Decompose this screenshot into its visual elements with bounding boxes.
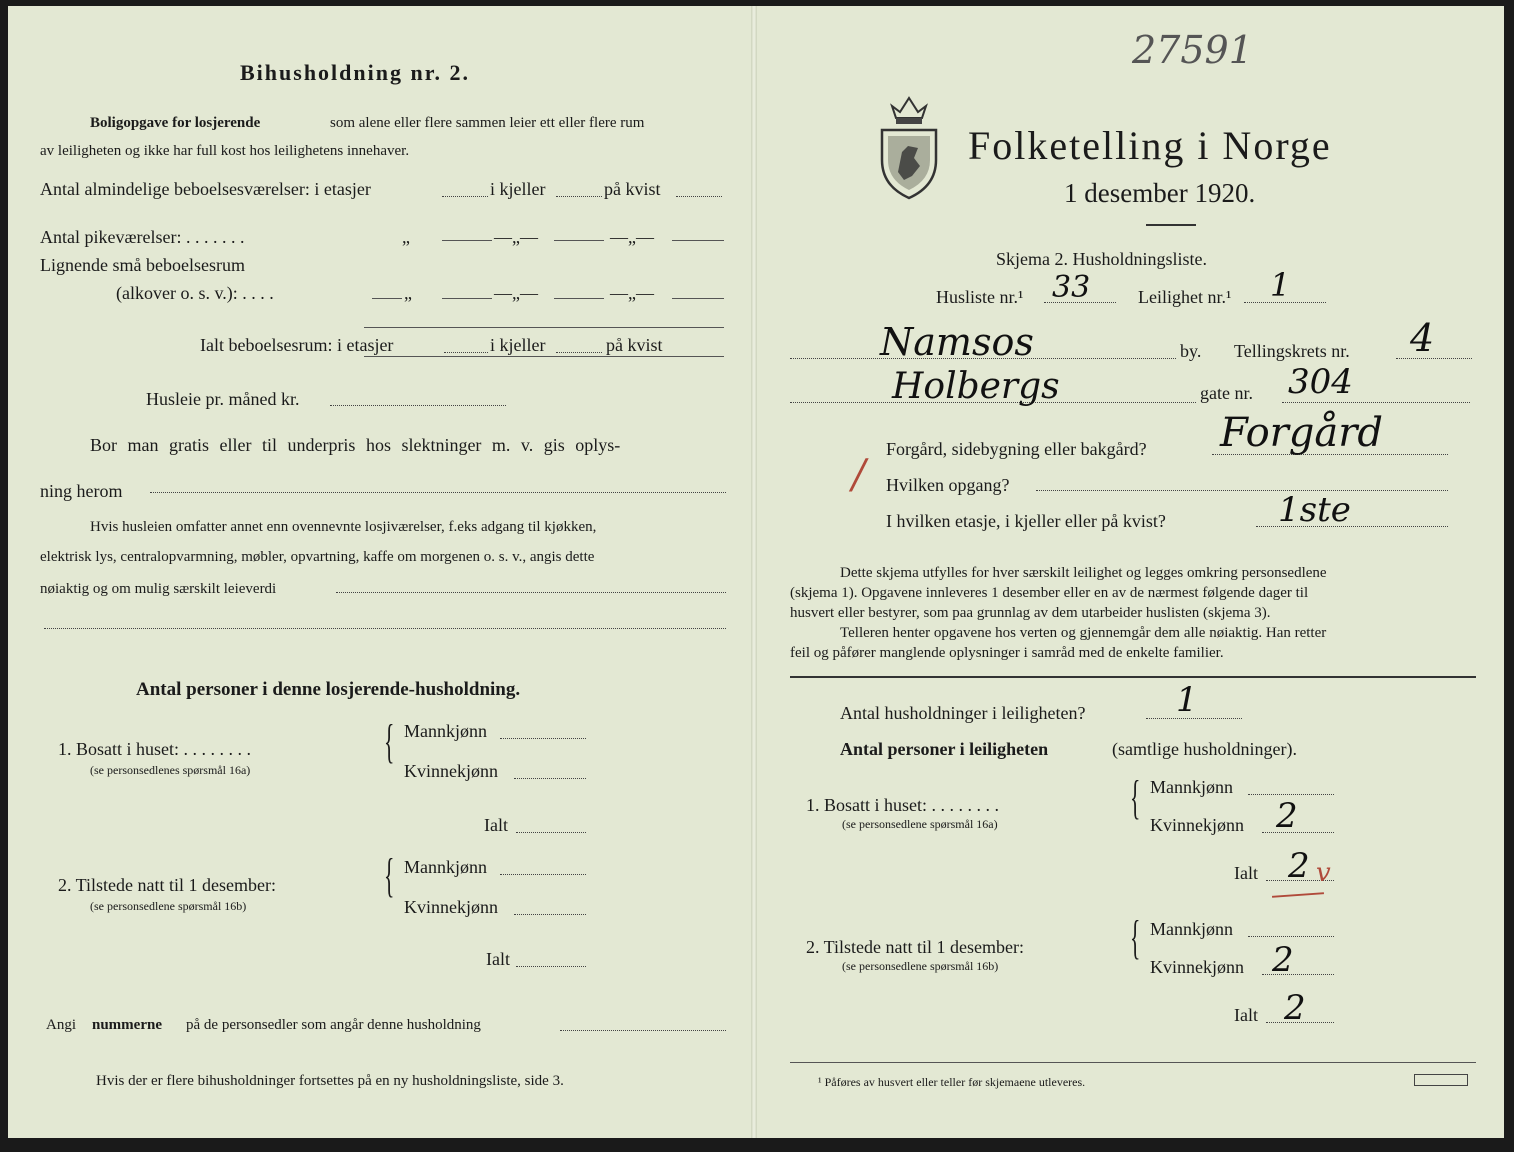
krets-label: Tellingskrets nr. <box>1234 341 1350 361</box>
hvis-text-3: nøiaktig og om mulig særskilt leieverdi <box>40 581 277 597</box>
left-q1-mann-label: Mannkjønn <box>404 721 487 741</box>
label-paa-kvist: på kvist <box>604 179 661 199</box>
footnote-text: ¹ Påføres av husvert eller teller før skjemaene utleveres. <box>818 1075 1086 1089</box>
info-line-2: (skjema 1). Opgavene innleveres 1 desember eller en av de nærmest følgende dager til <box>790 585 1309 601</box>
intro-bold: Boligopgave for losjerende <box>90 115 261 131</box>
field-lign-kvist[interactable] <box>672 298 724 299</box>
field-lign-etasjer[interactable] <box>442 298 492 299</box>
row-lignende-label: Lignende små beboelsesrum <box>40 255 245 275</box>
left-q2-label: 2. Tilstede natt til 1 desember: <box>58 875 276 895</box>
red-tick-mark: / <box>852 452 866 498</box>
left-q1-mann-field[interactable] <box>500 738 586 739</box>
title-rule <box>1146 224 1196 226</box>
label-i-kjeller: i kjeller <box>490 335 546 355</box>
gate-value: Holbergs <box>892 366 1060 407</box>
ditto-dash: —„— <box>610 283 654 303</box>
field-ialt-kjeller[interactable] <box>556 352 602 353</box>
intro-text: som alene eller flere sammen leier ett eller flere rum <box>330 115 645 131</box>
left-q2-kvinne-label: Kvinnekjønn <box>404 897 498 917</box>
antal-personer-bold: Antal personer i leiligheten <box>840 739 1049 759</box>
field-leieverdi-2[interactable] <box>44 628 726 629</box>
row-almindelige-label: Antal almindelige beboelsesværelser: i etasjer <box>40 179 371 199</box>
husliste-label: Husliste nr.¹ <box>936 287 1024 307</box>
left-q2-sub: (se personsedlene spørsmål 16b) <box>90 899 247 913</box>
left-footer-text: Hvis der er flere bihusholdninger fortsettes på en ny husholdningsliste, side 3. <box>96 1073 564 1089</box>
right-q2-brace: { <box>1130 911 1141 964</box>
opgang-question: Hvilken opgang? <box>886 475 1010 495</box>
row-ialt-label: Ialt beboelsesrum: i etasjer <box>200 335 394 355</box>
left-q2-ialt-label: Ialt <box>486 949 510 969</box>
right-q1-sub: (se personsedlene spørsmål 16a) <box>842 817 998 831</box>
skjema-label: Skjema 2. Husholdningsliste. <box>996 249 1207 269</box>
field-pike-etasjer[interactable] <box>442 240 492 241</box>
hvis-text-2: elektrisk lys, centralopvarmning, møbler, opvartning, kaffe om morgenen o. s. v., angis dette <box>40 549 595 565</box>
leilighet-value: 1 <box>1270 266 1291 304</box>
coat-of-arms-icon <box>874 90 944 202</box>
form-main-title: Folketelling i Norge <box>968 123 1332 168</box>
gate-nr-value: 304 <box>1288 362 1353 402</box>
red-check-mark: v <box>1316 858 1331 888</box>
right-q2-kvinne-label: Kvinnekjønn <box>1150 957 1244 977</box>
left-q2-mann-label: Mannkjønn <box>404 857 487 877</box>
left-q2-mann-field[interactable] <box>500 874 586 875</box>
by-label: by. <box>1180 341 1202 361</box>
ditto-mark: „ <box>402 227 410 247</box>
field-ialt-etasjer[interactable] <box>444 352 488 353</box>
right-q2-ialt-value: 2 <box>1284 988 1306 1028</box>
left-q1-sub: (se personsedlenes spørsmål 16a) <box>90 763 251 777</box>
opgang-field[interactable] <box>1036 490 1448 491</box>
ditto-dash: —„— <box>494 227 538 247</box>
left-q1-ialt-field[interactable] <box>516 832 586 833</box>
right-q1-kvinne-value: 2 <box>1276 796 1298 836</box>
info-line-5: feil og påfører manglende oplysninger i samråd med de enkelte familier. <box>790 645 1224 661</box>
field-kjeller[interactable] <box>556 196 602 197</box>
right-q1-ialt-label: Ialt <box>1234 863 1258 883</box>
field-leieverdi[interactable] <box>336 592 726 593</box>
row-lignende-sub: (alkover o. s. v.): . . . . <box>116 283 274 303</box>
antal-husholdninger-value: 1 <box>1176 680 1198 720</box>
antal-personer-heading: Antal personer i denne losjerende-husholdning. <box>136 679 521 700</box>
label-paa-kvist: på kvist <box>606 335 663 355</box>
etasje-value: 1ste <box>1278 490 1351 530</box>
left-q1-ialt-label: Ialt <box>484 815 508 835</box>
angi-pre: Angi <box>46 1017 76 1033</box>
angi-bold: nummerne <box>92 1017 162 1033</box>
field-kvist[interactable] <box>676 196 722 197</box>
ditto-mark: „ <box>404 283 412 303</box>
right-q1-kvinne-label: Kvinnekjønn <box>1150 815 1244 835</box>
info-line-3: husvert eller bestyrer, som paa grunnlag av dem utarbeider huslisten (skjema 3). <box>790 605 1271 621</box>
field-lign-kjeller[interactable] <box>554 298 604 299</box>
husliste-value: 33 <box>1052 270 1091 305</box>
left-q1-label: 1. Bosatt i huset: . . . . . . . . <box>58 739 251 759</box>
ditto-dash: —„— <box>494 283 538 303</box>
right-q1-brace: { <box>1130 771 1141 824</box>
field-etasjer[interactable] <box>442 196 488 197</box>
left-q1-brace: { <box>384 715 395 768</box>
antal-personer-rest: (samtlige husholdninger). <box>1112 739 1297 759</box>
info-line-4: Telleren henter opgavene hos verten og gjennemgår dem alle nøiaktig. Han retter <box>840 625 1327 641</box>
left-q2-ialt-field[interactable] <box>516 966 586 967</box>
gate-nr-field[interactable] <box>1282 402 1470 403</box>
row-pike-label: Antal pikeværelser: . . . . . . . <box>40 227 245 247</box>
archive-number: 27591 <box>1132 28 1253 72</box>
right-q2-mann-field[interactable] <box>1248 936 1334 937</box>
field-oplysning[interactable] <box>150 492 726 493</box>
sum-rule <box>364 327 724 328</box>
info-line-1: Dette skjema utfylles for hver særskilt leilighet og legges omkring personsedlene <box>840 565 1327 581</box>
bihusholdning-title: Bihusholdning nr. 2. <box>240 60 470 85</box>
label-i-kjeller: i kjeller <box>490 179 546 199</box>
right-q2-sub: (se personsedlene spørsmål 16b) <box>842 959 999 973</box>
forgaard-question: Forgård, sidebygning eller bakgård? <box>886 439 1147 459</box>
field-pike-kvist[interactable] <box>672 240 724 241</box>
angi-post: på de personsedler som angår denne husholdning <box>186 1017 481 1033</box>
footnote-rule <box>790 1062 1476 1063</box>
printer-stamp <box>1414 1074 1468 1086</box>
forgaard-value: Forgård <box>1220 410 1383 456</box>
right-q2-ialt-label: Ialt <box>1234 1005 1258 1025</box>
section-separator <box>790 676 1476 678</box>
gate-label: gate nr. <box>1200 383 1253 403</box>
page-fold <box>751 6 757 1138</box>
right-q1-label: 1. Bosatt i huset: . . . . . . . . <box>806 795 999 815</box>
left-q2-kvinne-field[interactable] <box>514 914 586 915</box>
right-q1-mann-label: Mannkjønn <box>1150 777 1233 797</box>
by-value: Namsos <box>880 320 1034 364</box>
ditto-dash: —„— <box>610 227 654 247</box>
form-date: 1 desember 1920. <box>1064 178 1256 208</box>
right-q1-mann-field[interactable] <box>1248 794 1334 795</box>
antal-husholdninger-label: Antal husholdninger i leiligheten? <box>840 703 1086 723</box>
intro-text-line2: av leiligheten og ikke har full kost hos leilighetens innehaver. <box>40 143 410 159</box>
right-q1-kvinne-field[interactable] <box>1262 832 1334 833</box>
etasje-question: I hvilken etasje, i kjeller eller på kvist? <box>886 511 1166 531</box>
field-husleie[interactable] <box>330 405 506 406</box>
right-q1-ialt-value: 2 <box>1288 846 1310 886</box>
sum-rule-bottom <box>364 356 724 357</box>
right-q2-kvinne-value: 2 <box>1272 940 1294 980</box>
left-q1-kvinne-field[interactable] <box>514 778 586 779</box>
husleie-label: Husleie pr. måned kr. <box>146 389 300 409</box>
field-pike-kjeller[interactable] <box>554 240 604 241</box>
field-lign-pre[interactable] <box>372 298 402 299</box>
left-q1-kvinne-label: Kvinnekjønn <box>404 761 498 781</box>
leilighet-label: Leilighet nr.¹ <box>1138 287 1232 307</box>
krets-value: 4 <box>1410 316 1435 360</box>
right-q2-label: 2. Tilstede natt til 1 desember: <box>806 937 1024 957</box>
field-nummerne[interactable] <box>560 1030 726 1031</box>
left-q2-brace: { <box>384 849 395 902</box>
bor-man-text: Bor man gratis eller til underpris hos slektninger m. v. gis oplys- <box>90 435 621 455</box>
right-q2-mann-label: Mannkjønn <box>1150 919 1233 939</box>
hvis-text-1: Hvis husleien omfatter annet enn ovennevnte losjiværelser, f.eks adgang til kjøkken, <box>90 519 597 535</box>
ning-herom-label: ning herom <box>40 481 123 501</box>
